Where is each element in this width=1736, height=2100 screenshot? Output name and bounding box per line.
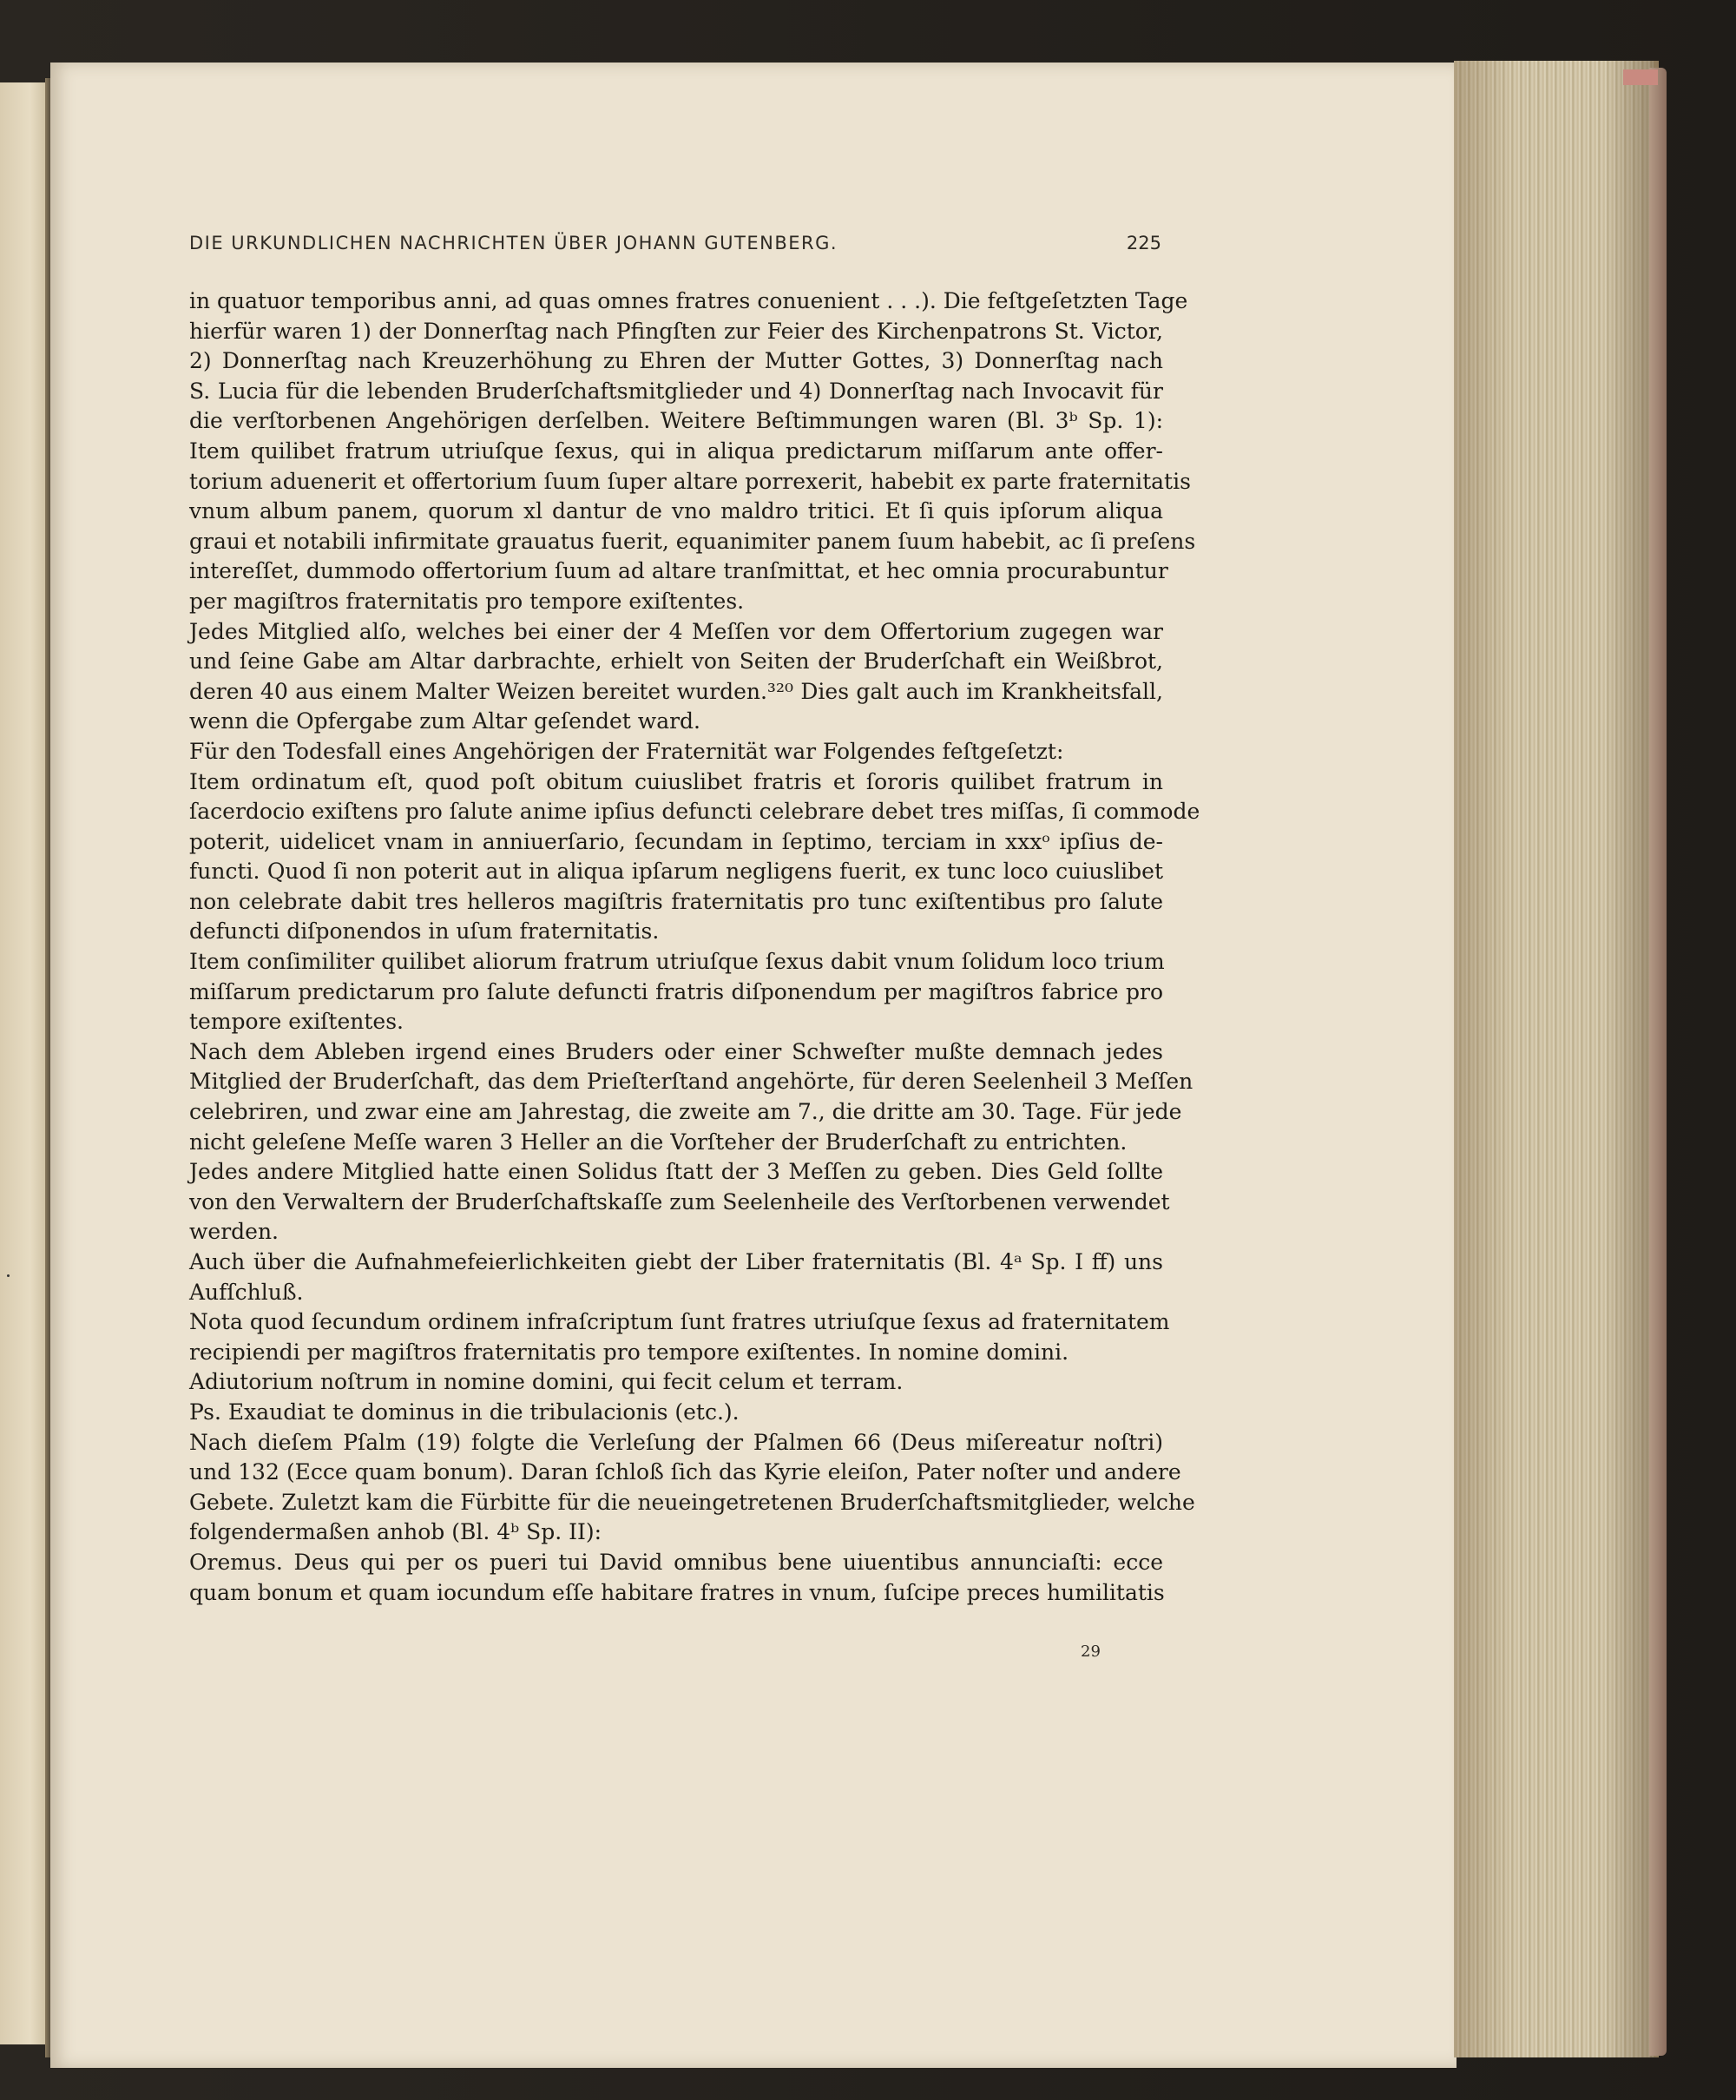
text-line: Mitglied der Bruderſchaft, das dem Prieſterſtand angehörte, für deren Seelenheil 3 Meſſen xyxy=(189,1069,1194,1095)
text-line: Oremus. Deus qui per os pueri tui David omnibus bene uiuentibus annunciaſti: ecce xyxy=(189,1549,1163,1575)
text-line: Item quilibet fratrum utriuſque ſexus, qui in aliqua predictarum miſſarum ante offer- xyxy=(189,438,1163,464)
text-line: hierfür waren 1) der Donnerſtag nach Pfingſten zur Feier des Kirchenpatrons St. Victor, xyxy=(189,318,1163,344)
text-line: miſſarum predictarum pro ſalute defuncti fratris diſponendum per magiſtros fabrice pro xyxy=(189,978,1163,1004)
text-line: poterit, uidelicet vnam in anniuerſario, ſecundam in ſeptimo, terciam in xxxᵒ ipſius de- xyxy=(189,828,1163,854)
facing-page-edge xyxy=(0,82,50,2044)
text-line: per magiſtros fraternitatis pro tempore exiſtentes. xyxy=(189,588,745,614)
signature-mark: 29 xyxy=(1081,1642,1101,1661)
text-line: vnum album panem, quorum xl dantur de vno maldro tritici. Et ſi quis ipſorum aliqua xyxy=(189,498,1163,524)
text-line: Item ordinatum eſt, quod poſt obitum cuiuslibet fratris et ſororis quilibet fratrum in xyxy=(189,768,1163,794)
text-line: Jedes Mitglied alſo, welches bei einer der 4 Meſſen vor dem Offertorium zugegen war xyxy=(189,618,1163,644)
text-line: tempore exiſtentes. xyxy=(189,1009,404,1035)
text-line: Item conſimiliter quilibet aliorum fratrum utriuſque ſexus dabit vnum ſolidum loco trium xyxy=(189,949,1165,975)
text-line: Jedes andere Mitglied hatte einen Solidus ſtatt der 3 Meſſen zu geben. Dies Geld ſollte xyxy=(189,1159,1163,1185)
body-text xyxy=(189,286,1200,1608)
text-line: Gebete. Zuletzt kam die Fürbitte für die neueingetretenen Bruderſchaftsmitglieder, welche xyxy=(189,1489,1195,1515)
page-block-shading xyxy=(1454,61,1654,2057)
page-number: 225 xyxy=(1126,233,1161,253)
text-line: deren 40 aus einem Malter Weizen bereitet wurden.³²⁰ Dies galt auch im Krankheitsfall, xyxy=(189,678,1163,704)
text-line: Adiutorium noſtrum in nomine domini, qui fecit celum et terram. xyxy=(189,1369,904,1395)
text-line: wenn die Opfergabe zum Altar geſendet ward. xyxy=(189,708,701,734)
text-line: non celebrate dabit tres helleros magiſtris fraternitatis pro tunc exiſtentibus pro ſalute xyxy=(189,888,1163,914)
text-line: werden. xyxy=(189,1219,279,1245)
text-line: Ps. Exaudiat te dominus in die tribulacionis (etc.). xyxy=(189,1399,740,1425)
text-line: intereſſet, dummodo offertorium ſuum ad altare tranſmittat, et hec omnia procurabuntur xyxy=(189,558,1168,584)
text-line: nicht geleſene Meſſe waren 3 Heller an die Vorſteher der Bruderſchaft zu entrichten. xyxy=(189,1129,1128,1155)
running-title: DIE URKUNDLICHEN NACHRICHTEN ÜBER JOHANN GUTENBERG. xyxy=(189,233,838,253)
text-line: defuncti diſponendos in uſum fraternitatis. xyxy=(189,918,660,945)
book-cover-edge xyxy=(1649,68,1667,2056)
text-line: graui et notabili infirmitate grauatus fuerit, equanimiter panem ſuum habebit, ac ſi preſens xyxy=(189,528,1196,554)
text-line: 2) Donnerſtag nach Kreuzerhöhung zu Ehren der Mutter Gottes, 3) Donnerſtag nach xyxy=(189,348,1163,374)
text-line: S. Lucia für die lebenden Bruderſchaftsmitglieder und 4) Donnerſtag nach Invocavit für xyxy=(189,378,1163,404)
text-line: in quatuor temporibus anni, ad quas omnes fratres conuenient . . .). Die feſtgeſetzten Tage xyxy=(189,288,1188,313)
text-line: ſacerdocio exiſtens pro ſalute anime ipſius defuncti celebrare debet tres miſſas, ſi commode xyxy=(189,799,1200,825)
text-line: und 132 (Ecce quam bonum). Daran ſchloß ſich das Kyrie eleiſon, Pater noſter und andere xyxy=(189,1459,1181,1485)
cover-corner xyxy=(1623,69,1658,85)
text-line: Nach dieſem Pſalm (19) folgte die Verleſung der Pſalmen 66 (Deus miſereatur noſtri) xyxy=(189,1429,1163,1455)
text-line: und ſeine Gabe am Altar darbrachte, erhielt von Seiten der Bruderſchaft ein Weißbrot, xyxy=(189,648,1163,675)
text-line: Nota quod ſecundum ordinem infraſcriptum ſunt fratres utriuſque ſexus ad fraternitatem xyxy=(189,1309,1170,1335)
text-line: Auch über die Aufnahmefeierlichkeiten giebt der Liber fraternitatis (Bl. 4ᵃ Sp. I ff) uns xyxy=(189,1249,1163,1274)
text-line: functi. Quod ſi non poterit aut in aliqua ipſarum negligens fuerit, ex tunc loco cuiuslibet xyxy=(189,859,1163,885)
text-line: celebriren, und zwar eine am Jahrestag, die zweite am 7., die dritte am 30. Tage. Für jede xyxy=(189,1099,1182,1125)
text-line: Nach dem Ableben irgend eines Bruders oder einer Schweſter mußte demnach jedes xyxy=(189,1038,1163,1064)
text-line: folgendermaßen anhob (Bl. 4ᵇ Sp. II): xyxy=(189,1519,602,1545)
text-line: torium aduenerit et offertorium ſuum ſuper altare porrexerit, habebit ex parte fraternitatis xyxy=(189,468,1191,494)
margin-speck xyxy=(7,1274,10,1277)
text-line: Aufſchluß. xyxy=(189,1279,304,1305)
text-line: die verſtorbenen Angehörigen derſelben. Weitere Beſtimmungen waren (Bl. 3ᵇ Sp. 1): xyxy=(189,408,1163,434)
text-line: quam bonum et quam iocundum eſſe habitare fratres in vnum, ſuſcipe preces humilitatis xyxy=(189,1579,1165,1605)
text-line: von den Verwaltern der Bruderſchaftskaſſe zum Seelenheile des Verſtorbenen verwendet xyxy=(189,1188,1170,1215)
text-line: Für den Todesfall eines Angehörigen der Fraternität war Folgendes feſtgeſetzt: xyxy=(189,738,1064,764)
text-line: recipiendi per magiſtros fraternitatis pro tempore exiſtentes. In nomine domini. xyxy=(189,1339,1069,1365)
